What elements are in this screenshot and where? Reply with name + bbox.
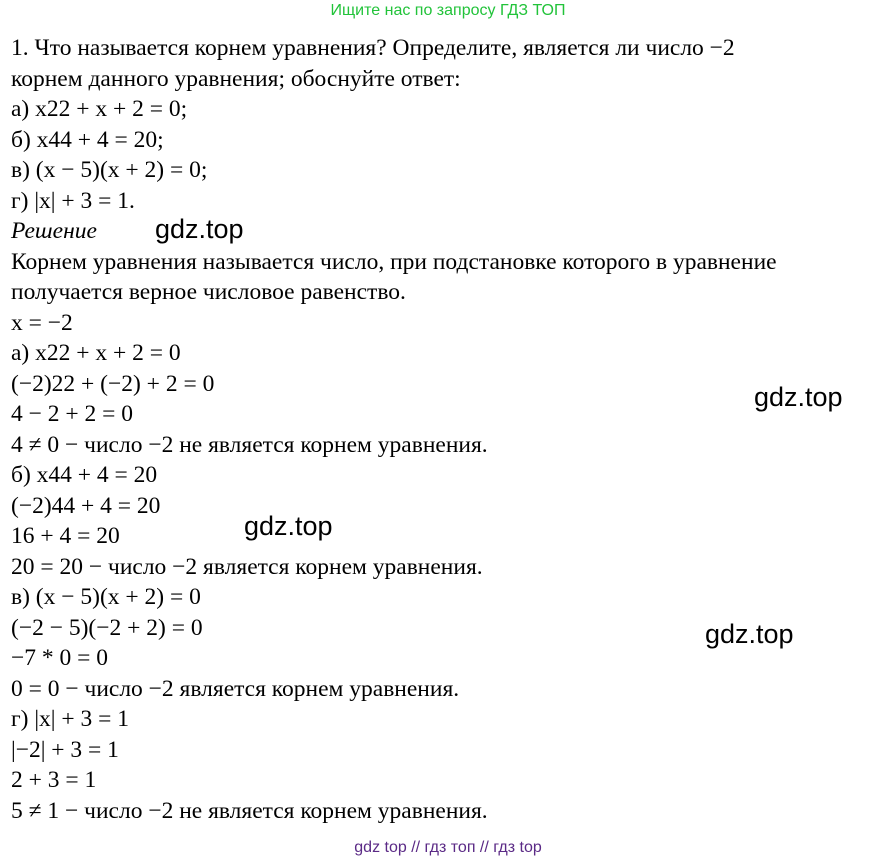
solution-line: (−2)44 + 4 = 20 xyxy=(11,492,161,519)
solution-label: Решение xyxy=(11,218,97,244)
solution-line: получается верное числовое равенство. xyxy=(11,279,406,305)
solution-line: (−2)22 + (−2) + 2 = 0 xyxy=(11,370,215,397)
solution-line: 5 ≠ 1 − число −2 не является корнем уравнения. xyxy=(11,797,488,824)
solution-line: x = −2 xyxy=(11,309,73,336)
watermark: gdz.top xyxy=(754,382,843,412)
solution-body xyxy=(11,247,891,827)
problem-line: б) x44 + 4 = 20; xyxy=(11,126,164,153)
watermark: gdz.top xyxy=(705,619,794,649)
solution-line: в) (x − 5)(x + 2) = 0 xyxy=(11,584,201,610)
watermark: gdz.top xyxy=(155,214,244,244)
problem-statement xyxy=(11,33,891,216)
solution-line: б) x44 + 4 = 20 xyxy=(11,462,158,488)
solution-line: а) x22 + x + 2 = 0 xyxy=(11,340,181,366)
solution-line: 4 − 2 + 2 = 0 xyxy=(11,401,134,427)
document-content xyxy=(11,33,891,826)
problem-line: г) |x| + 3 = 1. xyxy=(11,187,135,214)
footer-links: gdz top // гдз топ // гдз top xyxy=(354,839,542,856)
solution-line: г) |x| + 3 = 1 xyxy=(11,706,130,732)
top-banner: Ищите нас по запросу ГДЗ ТОП xyxy=(330,2,566,19)
solution-line: 16 + 4 = 20 xyxy=(11,523,120,549)
problem-line: 1. Что называется корнем уравнения? Определите, является ли число −2 xyxy=(11,35,735,61)
solution-line: 4 ≠ 0 − число −2 не является корнем уравнения. xyxy=(11,431,488,458)
solution-line: |−2| + 3 = 1 xyxy=(11,736,119,763)
problem-line: корнем данного уравнения; обоснуйте ответ: xyxy=(11,65,461,92)
solution-line: −7 * 0 = 0 xyxy=(11,645,109,671)
problem-line: в) (x − 5)(x + 2) = 0; xyxy=(11,157,208,183)
solution-line: 0 = 0 − число −2 является корнем уравнения. xyxy=(11,675,460,702)
solution-line: 20 = 20 − число −2 является корнем уравнения. xyxy=(11,553,483,580)
watermark: gdz.top xyxy=(244,511,333,541)
problem-line: а) x22 + x + 2 = 0; xyxy=(11,96,188,122)
solution-line: 2 + 3 = 1 xyxy=(11,767,97,793)
solution-line: (−2 − 5)(−2 + 2) = 0 xyxy=(11,614,203,641)
solution-line: Корнем уравнения называется число, при подстановке которого в уравнение xyxy=(11,248,777,275)
